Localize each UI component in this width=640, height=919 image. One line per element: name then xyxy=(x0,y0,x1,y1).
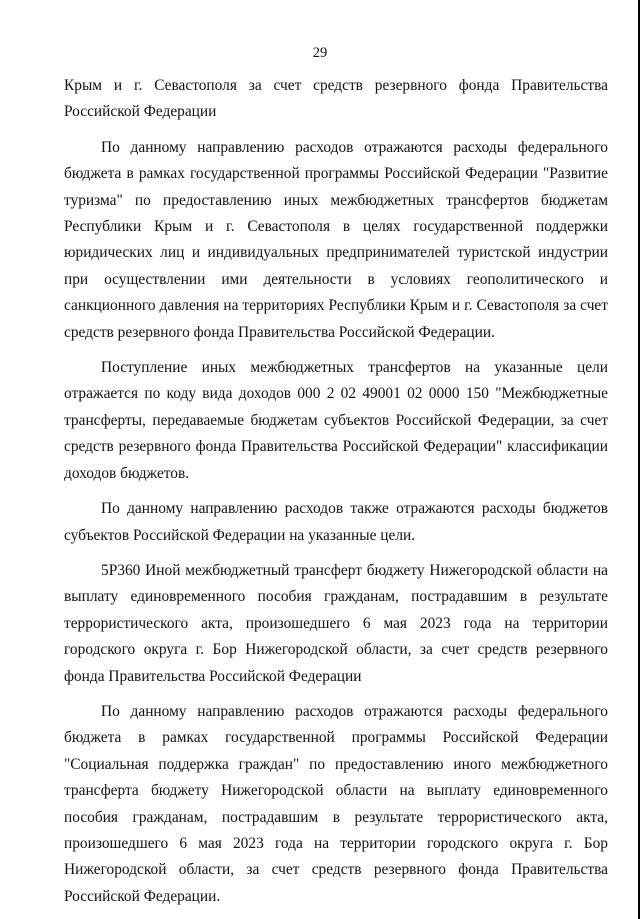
paragraph-5p360-heading: 5Р360 Иной межбюджетный трансферт бюджету Нижегородской области на выплату единовременного пособия гражданам, пострадавшим в результате террористического акта, произошедшего 6 мая 2023 года на территории городского округа г. Бор Нижегородской области, за счет средств резервного фонда Правительства Российской Федерации xyxy=(64,561,608,685)
paragraph-income-code: Поступление иных межбюджетных трансфертов на указанные цели отражается по коду вида доходов 000 2 02 49001 02 0000 150 "Межбюджетные трансферты, передаваемые бюджетам субъектов Российской Федерации, за счет средств резервного фонда Правительства Российской Федерации" классификации доходов бюджетов. xyxy=(64,359,608,482)
paragraph-expense-direction-crimea: По данному направлению расходов отражаются расходы федерального бюджета в рамках государственной программы Российской Федерации "Развитие туризма" по предоставлению иных межбюджетных трансфертов бюджетам Республики Крым и г. Севастополя в целях государственной поддержки юридических лиц и индивидуальных предпринимателей туристской индустрии при осуществлении ими деятельности в условиях геополитического и санкционного давления на территориях Республики Крым и г. Севастополя за счет средств резервного фонда Правительства Российской Федерации. xyxy=(64,138,608,341)
document-body xyxy=(64,73,608,910)
paragraph-regional-budgets: По данному направлению расходов также отражаются расходы бюджетов субъектов Российской Федерации на указанные цели. xyxy=(64,500,608,544)
page-number: 29 xyxy=(312,45,328,61)
paragraph-expense-direction-nizhny: По данному направлению расходов отражаются расходы федерального бюджета в рамках государственной программы Российской Федерации "Социальная поддержка граждан" по предоставлению иного межбюджетного трансферта бюджету Нижегородской области на выплату единовременного пособия гражданам, пострадавшим в результате террористического акта, произошедшего 6 мая 2023 года на территории городского округа г. Бор Нижегородской области, за счет средств резервного фонда Правительства Российской Федерации. xyxy=(64,702,608,905)
paragraph-continuation: Крым и г. Севастополя за счет средств резервного фонда Правительства Российской Федерации xyxy=(64,77,608,121)
